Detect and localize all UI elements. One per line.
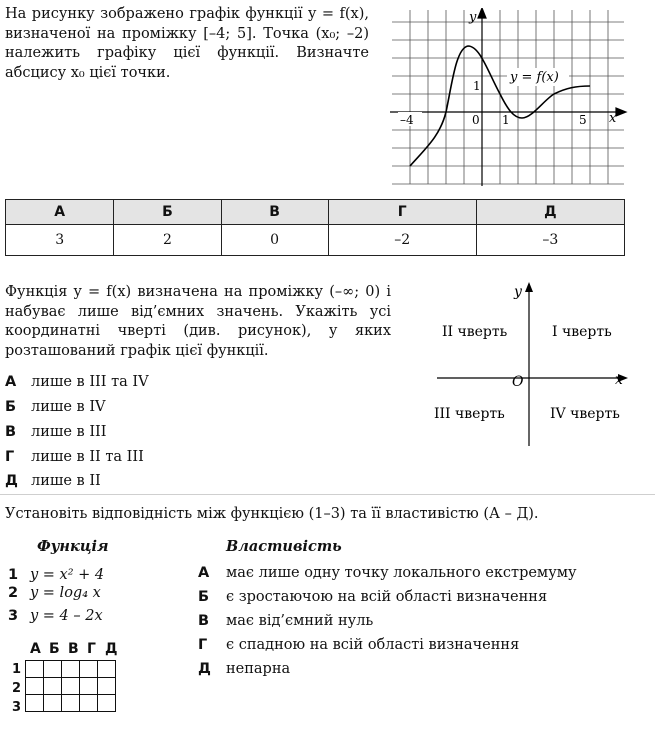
- grid-cell[interactable]: [44, 678, 62, 695]
- grid-cell[interactable]: [98, 661, 116, 678]
- answer-value: 0: [221, 225, 328, 256]
- property-a: А має лише одну точку локального екстремуму: [198, 565, 577, 581]
- grid-cell[interactable]: [26, 695, 44, 712]
- answer-value: –2: [328, 225, 476, 256]
- grid-col-d: Д: [105, 641, 118, 657]
- grid-row-1: 1: [12, 662, 22, 677]
- option-a: А лише в III та IV: [5, 374, 149, 390]
- property-v: В має від’ємний нуль: [198, 613, 374, 629]
- grid-cell[interactable]: [62, 695, 80, 712]
- quadrant-diagram: [432, 280, 637, 450]
- answer-letter: Д: [476, 200, 624, 225]
- task2-text: Функція y = f(x) визначена на проміжку (–∞; 0) і набуває лише від’ємних значень. Укажіть усі координатні чверті (див. рисунок), у яких розташований графік цієї функції.: [5, 284, 391, 359]
- option-b: Б лише в IV: [5, 399, 106, 415]
- origin-label: O: [512, 374, 524, 390]
- option-v: В лише в III: [5, 424, 107, 440]
- tick-neg4: –4: [400, 113, 414, 127]
- grid-cell[interactable]: [98, 695, 116, 712]
- tick-five: 5: [579, 113, 587, 127]
- option-g: Г лише в II та III: [5, 449, 144, 465]
- grid-cell[interactable]: [62, 661, 80, 678]
- grid-cell[interactable]: [98, 678, 116, 695]
- property-d: Д непарна: [198, 661, 291, 677]
- task1-text: На рисунку зображено графік функції y = f(x), визначеної на проміжку [–4; 5]. Точка (x₀; –2) належить графіку цієї функції. Визначте абсцису x₀ цієї точки.: [5, 6, 369, 81]
- function-1: 1 y = x² + 4: [8, 567, 105, 583]
- option-d: Д лише в II: [5, 473, 101, 489]
- tick-zero: 0: [472, 113, 480, 127]
- function-2: 2 y = log₄ x: [8, 585, 101, 601]
- answer-value: 2: [114, 225, 221, 256]
- function-3: 3 y = 4 – 2x: [8, 608, 103, 624]
- x-label: x: [615, 372, 623, 388]
- grid-col-v: В: [68, 641, 79, 657]
- answer-value: –3: [476, 225, 624, 256]
- grid-cell[interactable]: [26, 678, 44, 695]
- task3-text: Установіть відповідність між функцією (1–3) та її властивістю (А – Д).: [5, 506, 539, 522]
- answer-letter: Б: [114, 200, 221, 225]
- task1-graph: [388, 8, 628, 188]
- quadrant-ii: II чверть: [442, 324, 508, 340]
- grid-col-a: А: [30, 641, 41, 657]
- quadrant-iii: III чверть: [434, 406, 505, 422]
- grid-cell[interactable]: [44, 661, 62, 678]
- grid-row-2: 2: [12, 681, 22, 696]
- answer-grid: [25, 660, 116, 712]
- y-axis: [478, 8, 486, 186]
- y-label: y: [514, 284, 522, 300]
- grid-cell[interactable]: [80, 695, 98, 712]
- answer-value: 3: [6, 225, 114, 256]
- property-b: Б є зростаючою на всій області визначення: [198, 589, 548, 605]
- quadrant-i: I чверть: [552, 324, 612, 340]
- properties-header: Властивість: [226, 538, 342, 555]
- x-label: x: [609, 111, 617, 126]
- answer-letter: Г: [328, 200, 476, 225]
- grid-row-3: 3: [12, 700, 22, 715]
- grid-cell[interactable]: [44, 695, 62, 712]
- divider: [0, 494, 655, 495]
- answer-letter: А: [6, 200, 114, 225]
- y-label: y: [469, 10, 477, 25]
- property-g: Г є спадною на всій області визначення: [198, 637, 520, 653]
- answer-letter: В: [221, 200, 328, 225]
- tick-one-y: 1: [473, 79, 481, 93]
- curve-label: y = f(x): [510, 70, 559, 85]
- grid-cell[interactable]: [26, 661, 44, 678]
- grid-cell[interactable]: [62, 678, 80, 695]
- answer-table: [5, 199, 625, 256]
- functions-header: Функція: [37, 538, 109, 555]
- grid-cell[interactable]: [80, 661, 98, 678]
- quadrant-iv: IV чверть: [550, 406, 620, 422]
- grid-col-b: Б: [49, 641, 60, 657]
- tick-one-x: 1: [502, 113, 510, 127]
- grid-col-g: Г: [87, 641, 96, 657]
- grid-cell[interactable]: [80, 678, 98, 695]
